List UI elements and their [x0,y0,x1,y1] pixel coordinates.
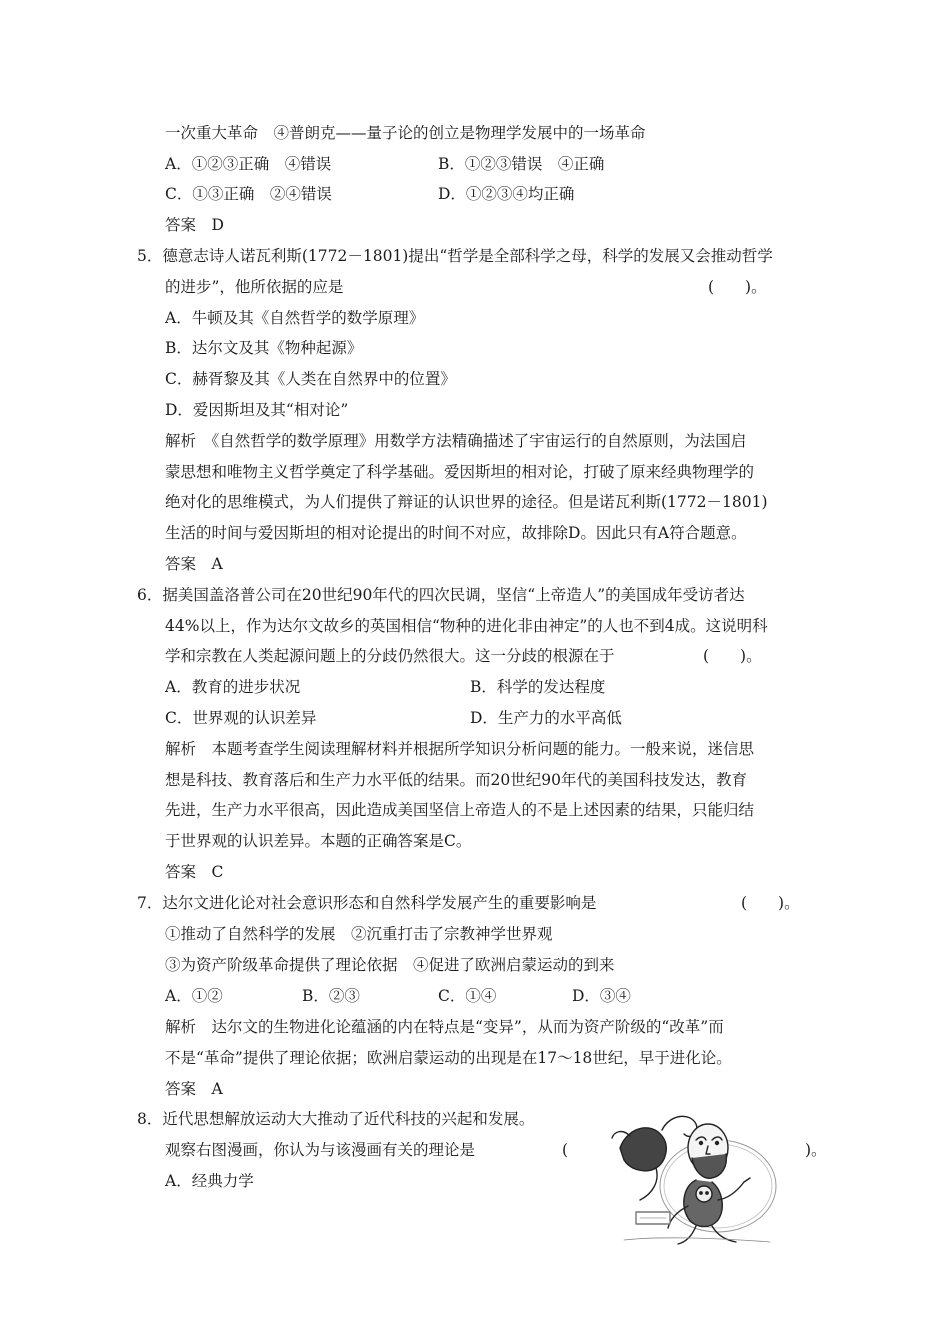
q5-answer: 答案 A [165,555,223,573]
q5-option-c: C．赫胥黎及其《人类在自然界中的位置》 [165,370,456,388]
q7-analysis-line2: 不是“革命”提供了理论依据；欧洲启蒙运动的出现是在17～18世纪，早于进化论。 [165,1049,732,1067]
q7-statement-line2: ③为资产阶级革命提供了理论依据 ④促进了欧洲启蒙运动的到来 [165,956,615,974]
q5-stem-line1: 5．德意志诗人诺瓦利斯(1772－1801)提出“哲学是全部科学之母，科学的发展又会推动哲学 [137,247,773,265]
q7-analysis-line1: 解析 达尔文的生物进化论蕴涵的内在特点是“变异”，从而为资产阶级的“改革”而 [165,1018,724,1036]
q8-option-a: A．经典力学 [165,1172,254,1190]
darwin-monkey-cartoon-icon [600,1108,795,1248]
cartoon-drawing [600,1108,795,1248]
q8-paren-open: ( [562,1141,569,1159]
q5-analysis-line4: 生活的时间与爱因斯坦的相对论提出的时间不对应，故排除D。因此只有A符合题意。 [165,524,747,542]
q6-analysis-line3: 先进，生产力水平很高，因此造成美国坚信上帝造人的不是上述因素的结果，只能归结 [165,801,755,819]
q4-answer: 答案 D [165,216,224,234]
q5-stem-line2: 的进步”，他所依据的应是 [165,278,344,296]
q6-option-b: B．科学的发达程度 [470,678,606,696]
q6-stem-line1: 6．据美国盖洛普公司在20世纪90年代的四次民调，坚信“上帝造人”的美国成年受访者达 [137,586,745,604]
q4-option-c: C．①③正确 ②④错误 [165,185,332,203]
q4-option-a: A．①②③正确 ④错误 [165,155,332,173]
q7-answer-paren: ( )。 [741,894,800,912]
q6-option-a: A．教育的进步状况 [165,678,301,696]
q6-analysis-line4: 于世界观的认识差异。本题的正确答案是C。 [165,832,472,850]
q4-option-d: D．①②③④均正确 [438,185,575,203]
q6-stem-line3: 学和宗教在人类起源问题上的分歧仍然很大。这一分歧的根源在于 [165,647,615,665]
q5-option-a: A．牛顿及其《自然哲学的数学原理》 [165,309,425,327]
q5-option-d: D．爱因斯坦及其“相对论” [165,401,349,419]
q6-answer: 答案 C [165,863,224,881]
q6-analysis-line2: 想是科技、教育落后和生产力水平低的结果。而20世纪90年代的美国科技发达，教育 [165,771,747,789]
q6-option-c: C．世界观的认识差异 [165,709,317,727]
q5-analysis-line2: 蒙思想和唯物主义哲学奠定了科学基础。爱因斯坦的相对论，打破了原来经典物理学的 [165,463,755,481]
q7-option-a: A．①② [165,987,223,1005]
q5-analysis-line3: 绝对化的思维模式，为人们提供了辩证的认识世界的途径。但是诺瓦利斯(1772－1801) [165,493,768,511]
q5-answer-paren: ( )。 [708,278,767,296]
q7-option-c: C．①④ [438,987,497,1005]
q8-paren-close: )。 [805,1141,827,1159]
q8-stem-line2: 观察右图漫画，你认为与该漫画有关的理论是 [165,1141,476,1159]
q7-option-d: D．③④ [572,987,631,1005]
q6-option-d: D．生产力的水平高低 [470,709,622,727]
q7-statement-line1: ①推动了自然科学的发展 ②沉重打击了宗教神学世界观 [165,925,553,943]
q6-analysis-line1: 解析 本题考查学生阅读理解材料并根据所学知识分析问题的能力。一般来说，迷信思 [165,740,755,758]
q7-option-b: B．②③ [302,987,360,1005]
q8-stem-line1: 8．近代思想解放运动大大推动了近代科技的兴起和发展。 [137,1110,535,1128]
q6-answer-paren: ( )。 [703,647,762,665]
q5-analysis-line1: 解析 《自然哲学的数学原理》用数学方法精确描述了宇宙运行的自然原则，为法国启 [165,432,747,450]
q4-option-b: B．①②③错误 ④正确 [438,155,605,173]
q7-stem-line1: 7．达尔文进化论对社会意识形态和自然科学发展产生的重要影响是 [137,894,597,912]
q5-option-b: B．达尔文及其《物种起源》 [165,339,363,357]
q4-continuation: 一次重大革命 ④普朗克——量子论的创立是物理学发展中的一场革命 [165,124,646,142]
q6-stem-line2: 44%以上，作为达尔文故乡的英国相信“物种的进化非由神定”的人也不到4成。这说明科 [165,617,768,635]
q7-answer: 答案 A [165,1080,223,1098]
